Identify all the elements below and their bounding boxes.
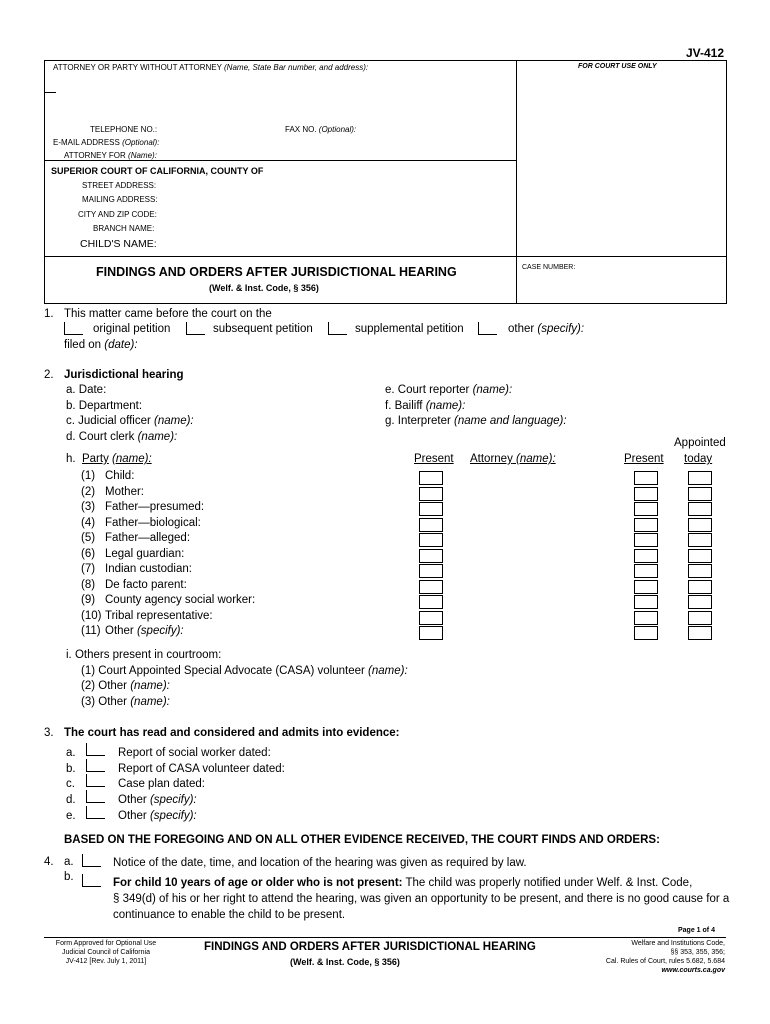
appointed-today-checkbox[interactable]: [688, 611, 712, 625]
party-label: Father—presumed:: [105, 501, 205, 513]
appointed-today-checkbox[interactable]: [688, 580, 712, 594]
header-line-1: [44, 160, 516, 161]
evidence-letter: b.: [66, 762, 76, 775]
child-notified-checkbox[interactable]: [82, 874, 101, 887]
party-number: (2): [81, 485, 96, 498]
party-label: h. Party (name):: [66, 453, 152, 465]
appointed-today-checkbox[interactable]: [688, 533, 712, 547]
party-number: (4): [81, 516, 96, 529]
interpreter-label: g. Interpreter (name and language):: [385, 415, 567, 427]
item4-number: 4.: [44, 856, 54, 868]
attorney-present-checkbox[interactable]: [634, 580, 658, 594]
appointed-today-checkbox[interactable]: [688, 626, 712, 640]
party-present-checkbox[interactable]: [419, 580, 443, 594]
subsequent-petition-label: subsequent petition: [213, 323, 313, 335]
telephone-label: TELEPHONE NO.:: [90, 125, 158, 134]
evidence-letter: e.: [66, 809, 76, 822]
party-present-checkbox[interactable]: [419, 626, 443, 640]
form-approved: Form Approved for Optional Use: [55, 940, 157, 947]
appointed-today-checkbox[interactable]: [688, 564, 712, 578]
attorney-present-checkbox[interactable]: [634, 487, 658, 501]
original-petition-checkbox[interactable]: [64, 322, 83, 335]
court-reporter-label: e. Court reporter (name):: [385, 384, 513, 396]
supplemental-petition-label: supplemental petition: [355, 323, 464, 335]
party-number: (9): [81, 594, 96, 606]
header-top-border: [44, 60, 726, 61]
others-present-label: i. Others present in courtroom:: [66, 649, 222, 661]
form-title: FINDINGS AND ORDERS AFTER JURISDICTIONAL HEARING: [96, 265, 457, 279]
header-right-border: [726, 60, 727, 304]
evidence-letter: a.: [66, 747, 76, 759]
col-present-header: Present: [414, 453, 454, 465]
findings-heading: BASED ON THE FOREGOING AND ON ALL OTHER EVIDENCE RECEIVED, THE COURT FINDS AND ORDERS:: [64, 834, 660, 846]
item2-number: 2.: [44, 369, 54, 381]
attorney-present-checkbox[interactable]: [634, 549, 658, 563]
party-number: (11): [81, 625, 101, 637]
party-number: (10): [81, 609, 102, 622]
party-label: Father—biological:: [105, 516, 201, 529]
filed-on-label: filed on (date):: [64, 339, 138, 351]
attorney-label: ATTORNEY OR PARTY WITHOUT ATTORNEY (Name, State Bar number, and address):: [53, 63, 369, 72]
attorney-present-checkbox[interactable]: [634, 471, 658, 485]
attorney-present-checkbox[interactable]: [634, 611, 658, 625]
code-ref-1: Welfare and Institutions Code,: [631, 940, 725, 947]
child-notified-text-3: continuance to enable the child to be present.: [113, 909, 346, 921]
col-appointed-header: Appointed: [674, 437, 726, 449]
header-left-border: [44, 60, 45, 304]
footer-rule: [44, 937, 726, 938]
party-present-checkbox[interactable]: [419, 502, 443, 516]
evidence-checkbox[interactable]: [86, 790, 105, 803]
form-subtitle: (Welf. & Inst. Code, § 356): [209, 283, 319, 293]
evidence-checkbox[interactable]: [86, 806, 105, 819]
header-line-2: [44, 256, 726, 257]
party-present-checkbox[interactable]: [419, 564, 443, 578]
party-present-checkbox[interactable]: [419, 471, 443, 485]
col-present2-header: Present: [624, 453, 664, 465]
child-notified-text-2: § 349(d) of his or her right to attend the hearing, was given an opportunity to be present, and there is no good cause for a: [113, 893, 730, 905]
other-present-2-label: (3) Other (name):: [81, 696, 170, 708]
attorney-present-checkbox[interactable]: [634, 564, 658, 578]
party-present-checkbox[interactable]: [419, 611, 443, 625]
evidence-checkbox[interactable]: [86, 774, 105, 787]
department-label: b. Department:: [66, 400, 143, 412]
notice-given-checkbox[interactable]: [82, 854, 101, 867]
form-revision: JV-412 [Rev. July 1, 2011]: [65, 958, 147, 965]
party-number: (7): [81, 563, 96, 575]
original-petition-label: original petition: [93, 323, 171, 335]
appointed-today-checkbox[interactable]: [688, 471, 712, 485]
court-clerk-label: d. Court clerk (name):: [66, 431, 178, 443]
evidence-label: Other (specify):: [118, 794, 197, 807]
appointed-today-checkbox[interactable]: [688, 502, 712, 516]
judicial-officer-label: c. Judicial officer (name):: [66, 415, 194, 427]
party-label: Tribal representative:: [105, 609, 213, 622]
party-label: Father—alleged:: [105, 532, 191, 544]
party-present-checkbox[interactable]: [419, 549, 443, 563]
attorney-for-label: ATTORNEY FOR (Name):: [64, 151, 157, 160]
party-present-checkbox[interactable]: [419, 595, 443, 609]
party-label: Child:: [105, 470, 135, 482]
item3-number: 3.: [44, 727, 54, 739]
evidence-label: Report of CASA volunteer dated:: [118, 762, 285, 775]
header-divider: [516, 60, 517, 304]
supplemental-petition-checkbox[interactable]: [328, 322, 347, 335]
attorney-present-checkbox[interactable]: [634, 502, 658, 516]
judicial-council: Judicial Council of California: [62, 949, 150, 956]
header-mark: [44, 92, 56, 93]
party-present-checkbox[interactable]: [419, 487, 443, 501]
party-label: Indian custodian:: [105, 563, 192, 575]
footer-title: FINDINGS AND ORDERS AFTER JURISDICTIONAL HEARING: [204, 941, 536, 953]
party-number: (1): [81, 470, 96, 482]
child-name-label: CHILD'S NAME:: [80, 238, 157, 250]
party-label: Mother:: [105, 485, 144, 498]
branch-label: BRANCH NAME:: [93, 224, 155, 233]
evidence-label: Report of social worker dated:: [118, 747, 271, 759]
court-use-label: FOR COURT USE ONLY: [578, 63, 657, 70]
fax-label: FAX NO. (Optional):: [285, 125, 357, 134]
attorney-present-checkbox[interactable]: [634, 595, 658, 609]
item1-text: This matter came before the court on the: [64, 308, 272, 320]
party-label: Other (specify):: [105, 625, 184, 637]
party-number: (3): [81, 501, 96, 513]
other-present-1-label: (2) Other (name):: [81, 680, 170, 692]
page-number: Page 1 of 4: [678, 927, 715, 934]
courts-website: www.courts.ca.gov: [661, 967, 725, 974]
item4b-letter: b.: [64, 871, 74, 883]
hearing-date-label: a. Date:: [66, 384, 107, 396]
footer-subtitle: (Welf. & Inst. Code, § 356): [290, 957, 400, 967]
item4a-letter: a.: [64, 856, 74, 868]
col-today-header: today: [684, 453, 713, 465]
bailiff-label: f. Bailiff (name):: [385, 400, 466, 412]
item3-heading: The court has read and considered and admits into evidence:: [64, 727, 400, 739]
city-label: CITY AND ZIP CODE:: [78, 210, 157, 219]
subsequent-petition-checkbox[interactable]: [186, 322, 205, 335]
party-number: (8): [81, 578, 96, 591]
evidence-checkbox[interactable]: [86, 759, 105, 772]
appointed-today-checkbox[interactable]: [688, 487, 712, 501]
appointed-today-checkbox[interactable]: [688, 518, 712, 532]
code-ref-3: Cal. Rules of Court, rules 5.682, 5.684: [605, 958, 725, 965]
other-petition-label: other (specify):: [508, 323, 585, 335]
header-bottom-border: [44, 303, 726, 304]
party-label: Legal guardian:: [105, 547, 185, 560]
attorney-present-checkbox[interactable]: [634, 533, 658, 547]
item2-heading: Jurisdictional hearing: [64, 369, 184, 381]
party-number: (6): [81, 547, 96, 560]
street-label: STREET ADDRESS:: [82, 181, 157, 190]
evidence-label: Case plan dated:: [118, 778, 205, 791]
evidence-checkbox[interactable]: [86, 743, 105, 756]
mailing-label: MAILING ADDRESS:: [82, 195, 158, 204]
item1-number: 1.: [44, 308, 54, 320]
attorney-present-checkbox[interactable]: [634, 626, 658, 640]
case-number-label: CASE NUMBER:: [522, 264, 576, 271]
evidence-label: Other (specify):: [118, 809, 197, 822]
notice-given-text: Notice of the date, time, and location of the hearing was given as required by law.: [113, 857, 527, 869]
court-name-label: SUPERIOR COURT OF CALIFORNIA, COUNTY OF: [51, 166, 264, 176]
child-notified-text: For child 10 years of age or older who is not present: The child was properly notified under Welf. & Inst. Code,: [113, 877, 693, 889]
casa-volunteer-label: (1) Court Appointed Special Advocate (CASA) volunteer (name):: [81, 665, 408, 677]
appointed-today-checkbox[interactable]: [688, 595, 712, 609]
code-ref-2: §§ 353, 355, 356;: [670, 949, 725, 956]
party-label: County agency social worker:: [105, 594, 256, 606]
party-present-checkbox[interactable]: [419, 533, 443, 547]
form-id: JV-412: [686, 46, 725, 60]
col-attorney-header: Attorney (name):: [470, 453, 556, 465]
evidence-letter: d.: [66, 794, 76, 807]
party-label: De facto parent:: [105, 578, 187, 591]
party-present-checkbox[interactable]: [419, 518, 443, 532]
attorney-present-checkbox[interactable]: [634, 518, 658, 532]
other-petition-checkbox[interactable]: [478, 322, 497, 335]
appointed-today-checkbox[interactable]: [688, 549, 712, 563]
party-number: (5): [81, 532, 96, 544]
evidence-letter: c.: [66, 778, 75, 791]
email-label: E-MAIL ADDRESS (Optional):: [53, 138, 160, 147]
